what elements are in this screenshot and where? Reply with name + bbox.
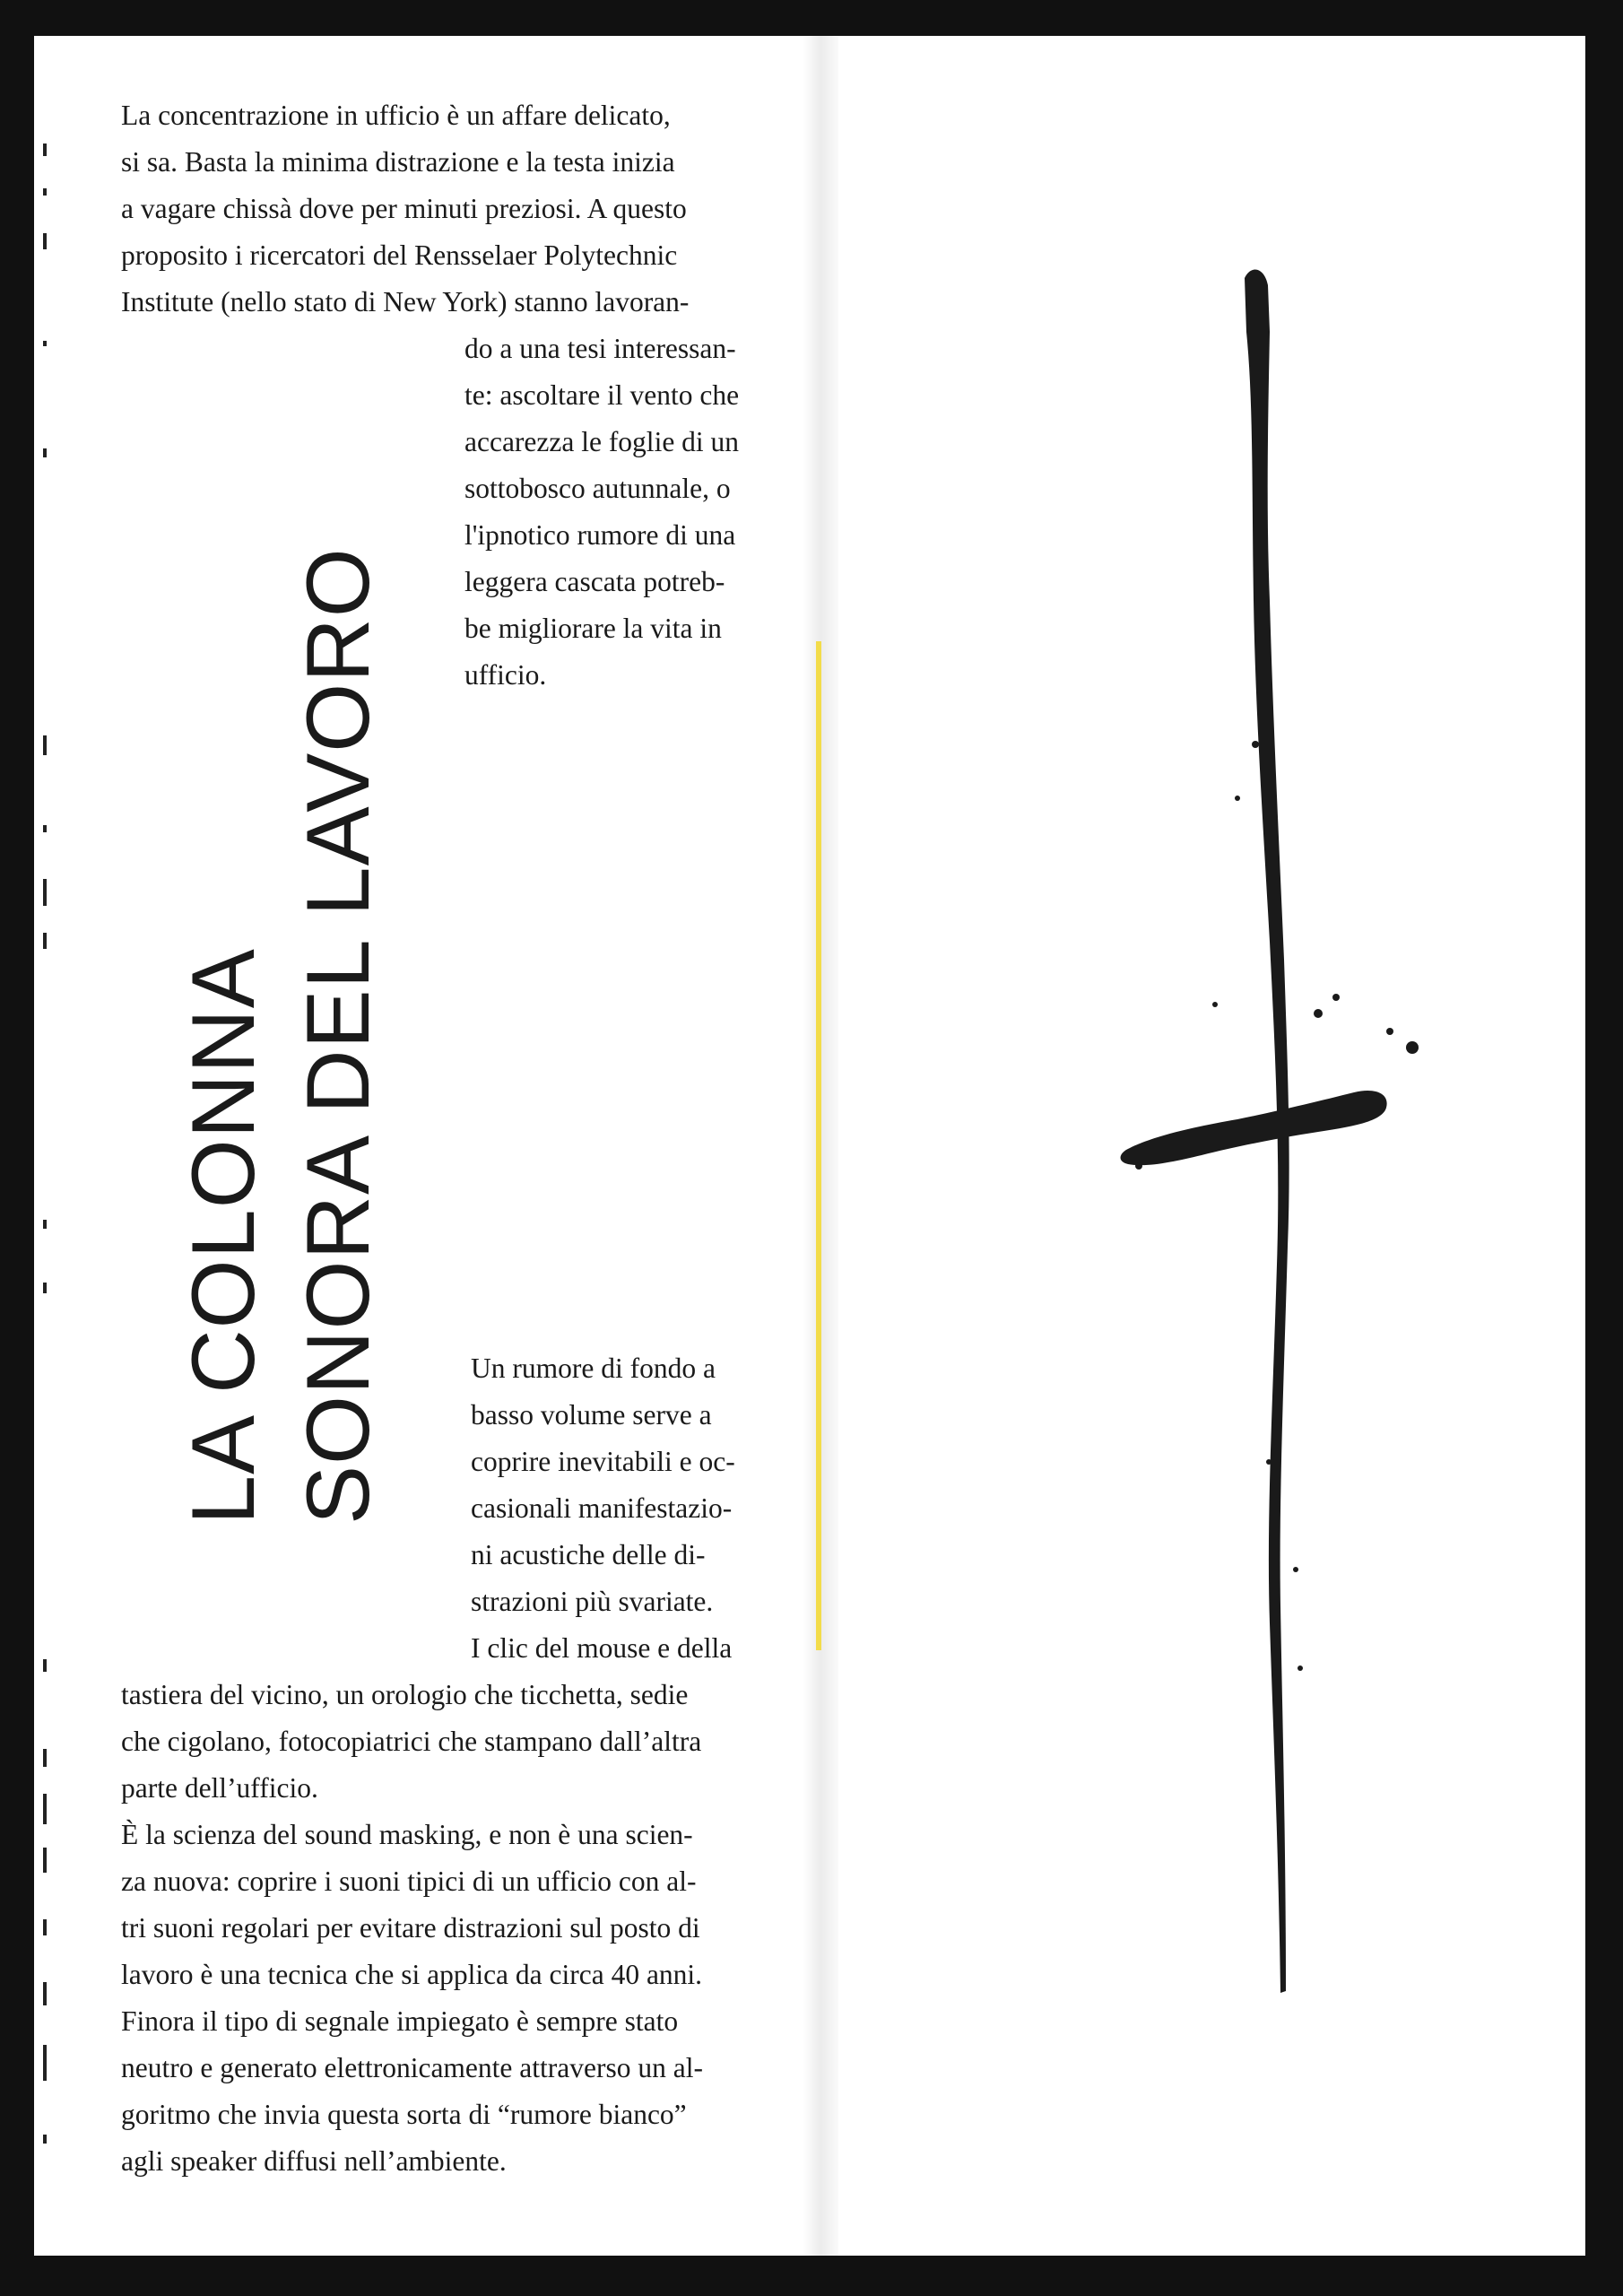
text-line: za nuova: coprire i suoni tipici di un ufficio con al- <box>121 1866 697 1897</box>
text-line: basso volume serve a <box>471 1399 712 1431</box>
title-line-1: LA COLONNA <box>173 948 273 1525</box>
text-line: che cigolano, fotocopiatrici che stampano dall’altra <box>121 1726 702 1757</box>
text-line: tastiera del vicino, un orologio che ticchetta, sedie <box>121 1679 689 1710</box>
article-title <box>166 547 395 1525</box>
ink-cross-brushstroke <box>1103 260 1462 2018</box>
text-line: goritmo che invia questa sorta di “rumore bianco” <box>121 2099 687 2130</box>
text-line: coprire inevitabili e oc- <box>471 1446 735 1477</box>
text-line: strazioni più svariate. <box>471 1586 714 1617</box>
text-line: do a una tesi interessan- <box>464 333 736 364</box>
text-line: leggera cascata potreb- <box>464 566 725 597</box>
text-line: La concentrazione in ufficio è un affare delicato, <box>121 100 671 131</box>
intro-paragraph <box>121 92 758 326</box>
second-paragraph <box>471 1345 764 1672</box>
text-line: neutro e generato elettronicamente attraverso un al- <box>121 2052 703 2083</box>
text-line: I clic del mouse e della <box>471 1632 733 1664</box>
third-paragraph <box>121 1672 765 2185</box>
text-line: te: ascoltare il vento che <box>464 379 740 411</box>
text-line: proposito i ricercatori del Rensselaer Polytechnic <box>121 239 678 271</box>
text-line: sottobosco autunnale, o <box>464 473 731 504</box>
text-line: tri suoni regolari per evitare distrazioni sul posto di <box>121 1912 700 1944</box>
page-edge-marks <box>36 90 63 2242</box>
title-line-2: SONORA DEL LAVORO <box>288 547 387 1525</box>
text-line: Finora il tipo di segnale impiegato è sempre stato <box>121 2005 679 2037</box>
text-line: Un rumore di fondo a <box>471 1352 716 1384</box>
text-line: a vagare chissà dove per minuti preziosi. A questo <box>121 193 687 224</box>
binding-strip <box>816 641 821 1650</box>
text-line: ufficio. <box>464 659 547 691</box>
text-line: parte dell’ufficio. <box>121 1772 318 1804</box>
text-line: Institute (nello stato di New York) stanno lavoran- <box>121 286 690 317</box>
text-line: l'ipnotico rumore di una <box>464 519 736 551</box>
text-line: be migliorare la vita in <box>464 613 722 644</box>
intro-paragraph-continued <box>464 326 758 699</box>
text-line: agli speaker diffusi nell’ambiente. <box>121 2145 507 2177</box>
text-line: si sa. Basta la minima distrazione e la testa inizia <box>121 146 675 178</box>
text-line: È la scienza del sound masking, e non è una scien- <box>121 1819 693 1850</box>
text-line: accarezza le foglie di un <box>464 426 740 457</box>
text-line: lavoro è una tecnica che si applica da circa 40 anni. <box>121 1959 703 1990</box>
text-line: casionali manifestazio- <box>471 1492 733 1524</box>
text-line: ni acustiche delle di- <box>471 1539 706 1570</box>
